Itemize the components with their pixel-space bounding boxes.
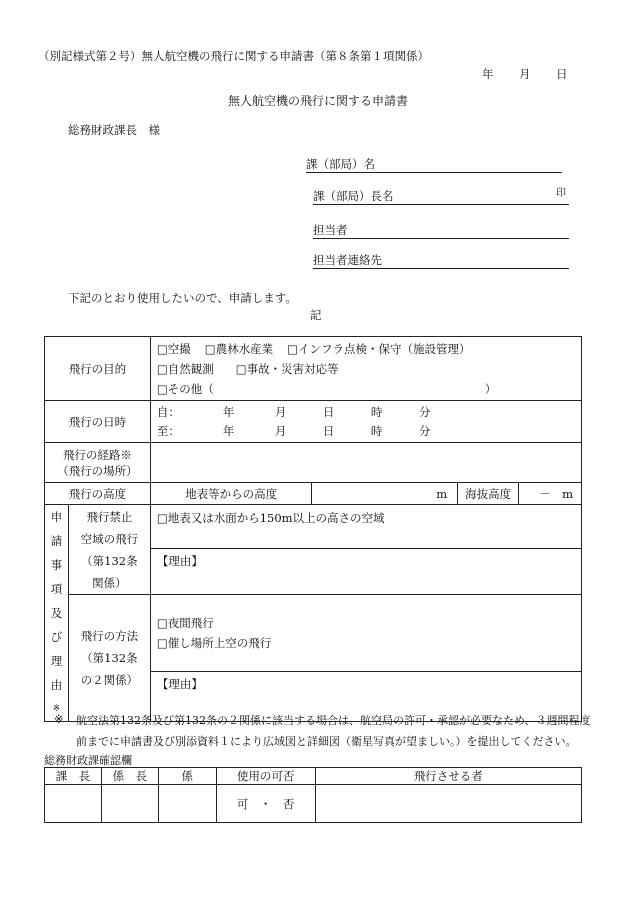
- method-reason-field[interactable]: 【理由】: [150, 672, 581, 722]
- operator-field[interactable]: [315, 785, 581, 823]
- to-minute-label: 分: [418, 423, 431, 438]
- datetime-label: 飛行の日時: [45, 401, 151, 443]
- method-label-line: （第132条: [81, 651, 138, 665]
- route-label-sub: （飛行の場所）: [57, 463, 138, 478]
- side-char: 及: [50, 606, 63, 620]
- method-label-line: 飛行の方法: [80, 629, 139, 643]
- ground-altitude-field[interactable]: [312, 483, 458, 505]
- method-options: [150, 595, 581, 672]
- purpose-agri-checkbox[interactable]: □農林水産業: [204, 341, 274, 356]
- from-minute-label: 分: [418, 404, 431, 419]
- to-year-label: 年: [222, 423, 235, 438]
- night-flight-checkbox[interactable]: □夜間飛行: [156, 616, 214, 630]
- purpose-infra-checkbox[interactable]: □インフラ点検・保守（施設管理）: [287, 341, 471, 356]
- prohibited-label: [68, 505, 150, 595]
- date-day: 日: [556, 67, 568, 81]
- person-label: 担当者: [313, 223, 348, 237]
- datetime-fields[interactable]: [150, 401, 581, 443]
- datetime-to-label: 至：: [156, 423, 180, 438]
- route-label-main: 飛行の経路※: [62, 447, 132, 462]
- purpose-disaster-checkbox[interactable]: □事故・災害対応等: [235, 361, 339, 376]
- date-year: 年: [482, 67, 494, 81]
- staff-stamp[interactable]: [158, 785, 216, 823]
- route-field[interactable]: [150, 443, 581, 483]
- sea-altitude-field[interactable]: － m: [519, 483, 582, 505]
- to-hour-label: 時: [370, 423, 383, 438]
- form-code: （別記様式第２号）無人航空機の飛行に関する申請書（第８条第１項関係）: [38, 49, 429, 63]
- purpose-options: [150, 337, 581, 401]
- purpose-other-close: ）: [484, 381, 497, 396]
- datetime-from-label: 自：: [156, 404, 180, 419]
- to-day-label: 日: [322, 423, 335, 438]
- dept-label: 課（部局）名: [306, 157, 375, 171]
- seal-mark: 印: [556, 188, 566, 199]
- event-flight-checkbox[interactable]: □催し場所上空の飛行: [156, 636, 272, 650]
- ground-unit: m: [436, 486, 448, 501]
- note-mark: ※: [54, 712, 64, 726]
- col-unit-chief: 係 長: [101, 768, 158, 785]
- prohibited-label-line: （第132条: [81, 553, 138, 568]
- method-label: [68, 595, 150, 722]
- from-hour-label: 時: [370, 404, 383, 419]
- side-char: 請: [50, 534, 63, 548]
- prohibited-label-line: 関係）: [92, 575, 127, 590]
- prohibited-airspace-checkbox[interactable]: □地表又は水面から150m以上の高さの空域: [150, 505, 581, 549]
- addressee: 総務財政課長 様: [68, 123, 160, 137]
- sea-altitude-label: 海抜高度: [458, 483, 519, 505]
- intro-text: 下記のとおり使用したいので、申請します。: [68, 291, 297, 305]
- from-month-label: 月: [274, 404, 287, 419]
- method-label-line: の２関係）: [80, 673, 139, 687]
- from-day-label: 日: [322, 404, 335, 419]
- purpose-label: 飛行の目的: [45, 337, 151, 401]
- altitude-label: 飛行の高度: [45, 483, 151, 505]
- to-month-label: 月: [274, 423, 287, 438]
- section-chief-stamp[interactable]: [45, 785, 102, 823]
- prohibited-label-line: 飛行禁止: [86, 509, 133, 524]
- document-title: 無人航空機の飛行に関する申請書: [228, 94, 409, 108]
- date-month: 月: [519, 67, 531, 81]
- side-char: 理: [50, 654, 63, 668]
- person-field[interactable]: [313, 222, 569, 239]
- note-line-2: 前までに申請書及び別添資料１により広域図と詳細図（衛星写真が望ましい。）を提出してください。: [76, 735, 577, 748]
- purpose-aerial-checkbox[interactable]: □空撮: [156, 341, 191, 356]
- dept-field[interactable]: [306, 156, 562, 173]
- confirm-heading: 総務財政課確認欄: [44, 754, 132, 767]
- col-operator: 飛行させる者: [315, 768, 581, 785]
- col-staff: 係: [158, 768, 216, 785]
- head-field[interactable]: [313, 188, 569, 205]
- purpose-nature-checkbox[interactable]: □自然観測: [156, 361, 214, 376]
- col-section-chief: 課 長: [45, 768, 102, 785]
- side-char: 事: [50, 558, 63, 572]
- head-label: 課（部局）長名: [313, 189, 394, 203]
- ground-altitude-label: 地表等からの高度: [150, 483, 312, 505]
- side-char: 由: [50, 678, 63, 692]
- side-char: び: [50, 630, 63, 644]
- contact-field[interactable]: [313, 252, 569, 269]
- from-year-label: 年: [222, 404, 235, 419]
- ki-label: 記: [310, 308, 322, 322]
- prohibited-reason-field[interactable]: 【理由】: [150, 549, 581, 595]
- unit-chief-stamp[interactable]: [101, 785, 158, 823]
- reason-side-label: [45, 505, 69, 722]
- application-table: [44, 336, 582, 722]
- contact-label: 担当者連絡先: [313, 253, 382, 267]
- col-approval: 使用の可否: [216, 768, 315, 785]
- confirm-table: [44, 767, 582, 823]
- side-char: ※: [52, 704, 61, 714]
- note-line-1: 航空法第132条及び第132条の２関係に該当する場合は、航空局の許可・承認が必要なため、３週間程度: [76, 714, 591, 727]
- route-label: [45, 443, 151, 483]
- side-char: 申: [50, 510, 63, 524]
- purpose-other-checkbox[interactable]: □その他（: [156, 381, 214, 396]
- side-char: 項: [50, 582, 63, 596]
- approval-choice[interactable]: 可 ・ 否: [216, 785, 315, 823]
- prohibited-label-line: 空域の飛行: [80, 531, 139, 546]
